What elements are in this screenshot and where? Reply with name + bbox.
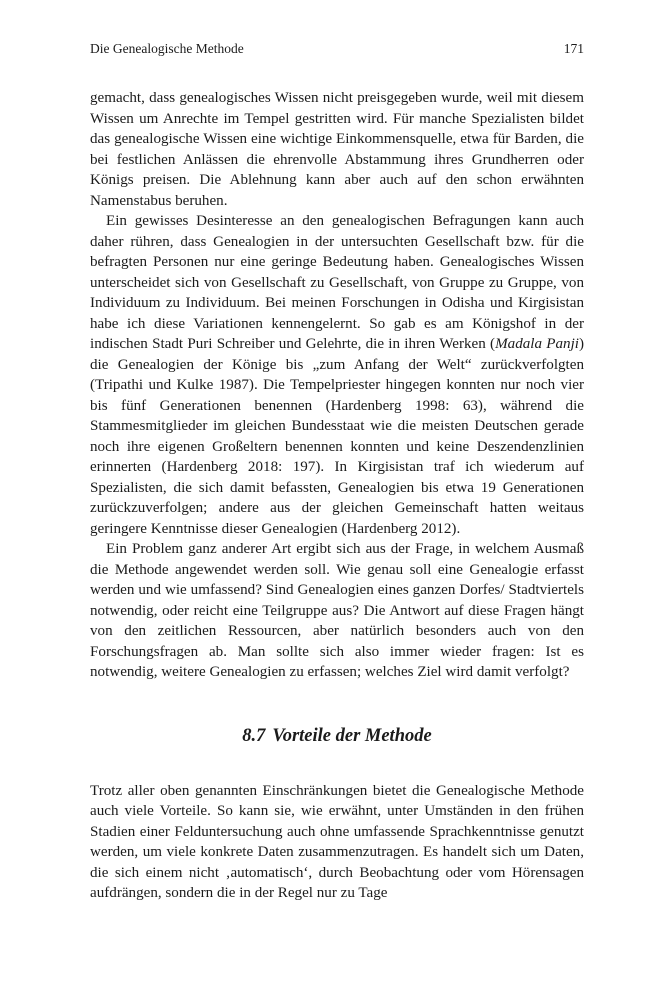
chapter-title: Die Genealogische Methode bbox=[90, 41, 244, 56]
paragraph-2 bbox=[90, 211, 584, 539]
paragraph-2-part-1: Ein gewisses Desinteresse an den genealogischen Befragungen kann auch daher rühren, dass Genealogien in der untersuchten Gesellschaft bzw. für die befragten Personen nur eine geringe Bedeutung haben. Genealogisches Wissen unterscheidet sich von Gesellschaft zu Gesellschaft, von Gruppe zu Gruppe, von Individuum zu Individuum. Bei meinen Forschungen in Odisha und Kirgisistan habe ich diese Variationen kennengelernt. So gab es am Königshof in der indischen Stadt Puri Schreiber und Gelehrte, die in ihren Werken ( bbox=[90, 213, 584, 352]
running-head bbox=[90, 40, 584, 58]
work-title-italic: Madala Panji bbox=[495, 336, 579, 352]
paragraph-3: Ein Problem ganz anderer Art ergibt sich aus der Frage, in welchem Ausmaß die Methode angewendet werden soll. Wie genau soll eine Genealogie erfasst werden und wie umfassend? Sind Genealogien eines ganzen Dorfes/ Stadtviertels notwendig, oder reicht eine Teilgruppe aus? Die Antwort auf diese Fragen hängt von den zeitlichen Ressourcen, aber natürlich besonders auch von den Forschungsfragen ab. Man sollte sich also immer wieder fragen: Ist es notwendig, weitere Genealogien zu erfassen; welches Ziel wird damit verfolgt? bbox=[90, 541, 584, 680]
paragraph-2-part-2: ) die Genealogien der Könige bis „zum Anfang der Welt“ zurückverfolgten (Tripathi und Kulke 1987). Die Tempelpriester hingegen konnten nur noch vier bis fünf Generationen benennen (Hardenberg 1998: 63), während die Stammesmitglieder im gleichen Bundesstaat wie die meisten Deutschen gerade noch ihre eigenen Großeltern benennen konnten und keine Deszendenzlinien erinnerten (Hardenberg 2018: 197). In Kirgisistan traf ich wiederum auf Spezialisten, die sich damit befassten, Genealogien bis etwa 19 Generationen zurückzuverfolgen; andere aus der gleichen Gemeinschaft hatten weitaus geringere Kenntnisse dieser Genealogien (Hardenberg 2012). bbox=[90, 336, 584, 537]
book-page bbox=[90, 40, 584, 904]
paragraph-1: gemacht, dass genealogisches Wissen nicht preisgegeben wurde, weil mit diesem Wissen um Anrechte im Tempel gestritten wird. Für manche Spezialisten bildet das genealogische Wissen eine wichtige Einkommensquelle, etwa für Barden, die bei festlichen Anlässen die ehrenvolle Abstammung ihres Grundherren oder Königs preisen. Die Ablehnung kann aber auch auf den schon erwähnten Namenstabus beruhen. bbox=[90, 90, 584, 209]
section-heading bbox=[90, 724, 584, 748]
section-title: Vorteile der Methode bbox=[272, 725, 432, 746]
page-number: 171 bbox=[563, 41, 584, 56]
section-paragraph-1: Trotz aller oben genannten Einschränkungen bietet die Genealogische Methode auch viele Vorteile. So kann sie, wie erwähnt, unter Umständen in den frühen Stadien einer Felduntersuchung auch ohne umfassende Sprachkenntnisse genutzt werden, um viele konkrete Daten zusammenzutragen. Es handelt sich um Daten, die sich einem nicht ‚automatisch‘, durch Beobachtung oder vom Hörensagen aufdrängen, sondern die in der Regel nur zu Tage bbox=[90, 782, 584, 901]
body-text bbox=[90, 88, 584, 683]
section-body bbox=[90, 781, 584, 904]
section-number: 8.7 bbox=[242, 725, 266, 746]
